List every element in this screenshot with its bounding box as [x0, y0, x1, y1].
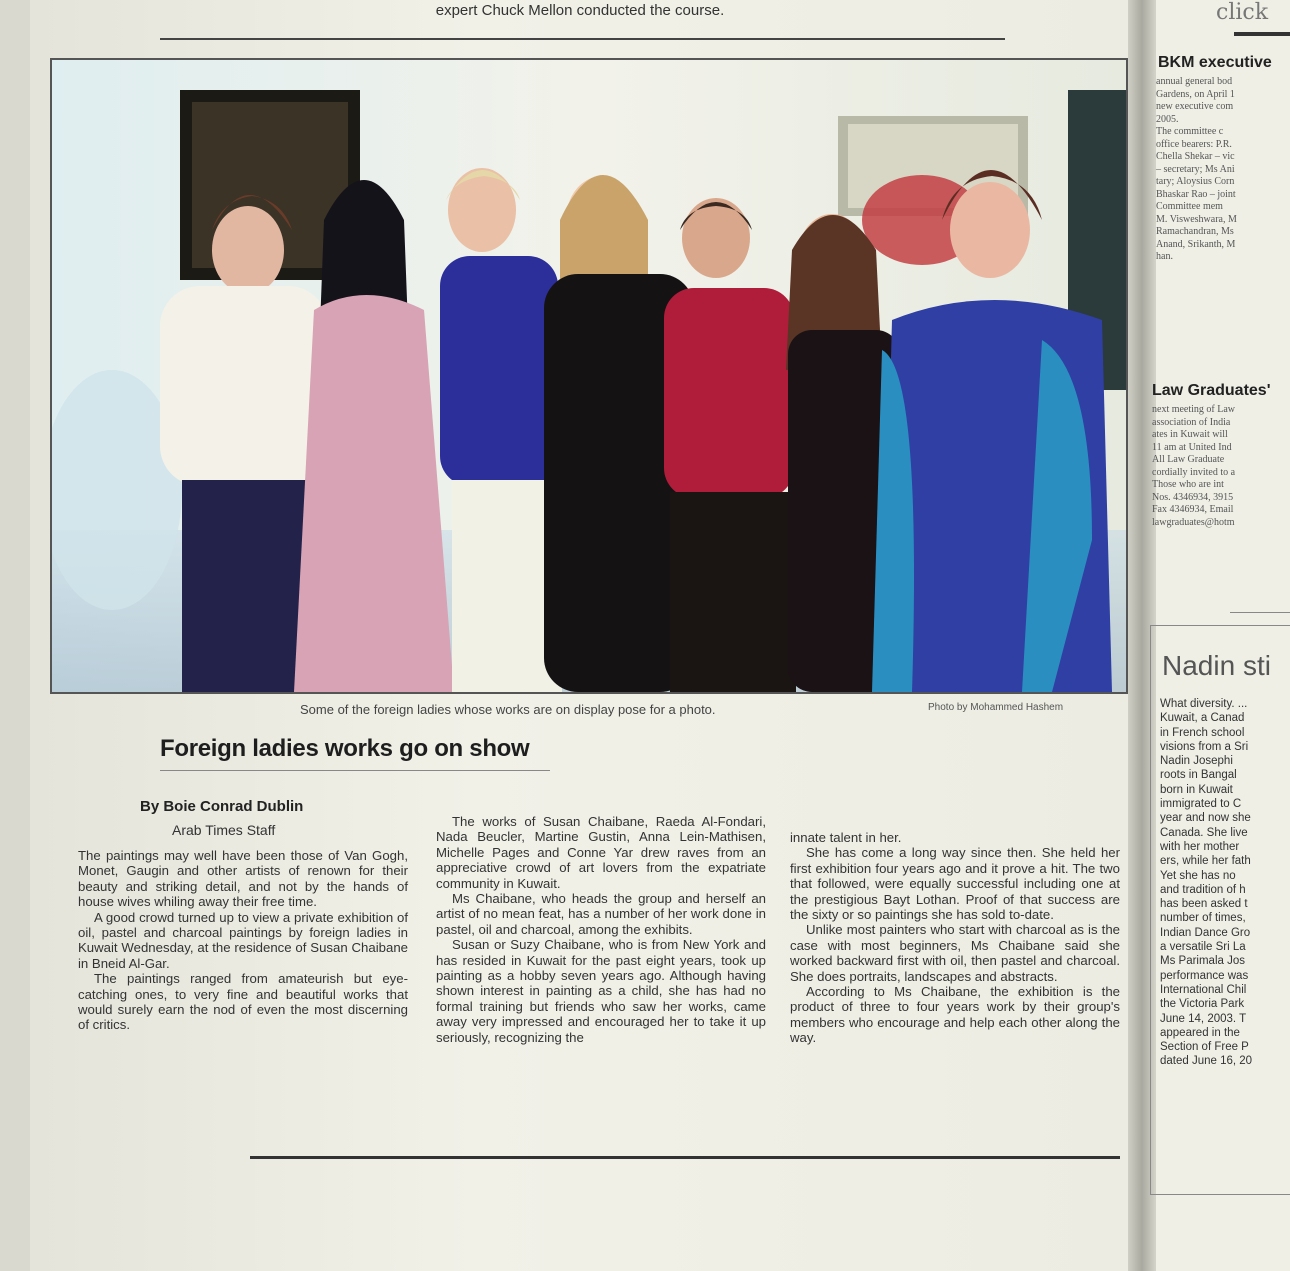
text-line: dated June 16, 20: [1160, 1055, 1253, 1068]
text-line: annual general bod: [1156, 76, 1233, 87]
group-photo: [50, 58, 1128, 694]
paragraph: She has come a long way since then. She held her first exhibition four years ago and it prove a hit. The two that followed, were equally successful including one at the prestigious Bayt Lothan. Proof of that success are the sixty or so paintings she has sold to-date.: [790, 845, 1120, 923]
text-line: with her mother: [1160, 840, 1240, 853]
text-line: has been asked t: [1160, 898, 1248, 911]
text-line: number of times,: [1160, 912, 1246, 925]
paragraph: The works of Susan Chaibane, Raeda Al-Fondari, Nada Beucler, Martine Gustin, Anna Lein-Mathisen, Michelle Pages and Conne Yar drew raves from an appreciative crowd of art lovers from the expatriate community in Kuwait.: [436, 814, 766, 891]
text-line: What diversity. ...: [1160, 698, 1248, 710]
paragraph: Ms Chaibane, who heads the group and herself an artist of no mean feat, has a number of her work done in pastel, oil and charcoal, among the exhibits.: [436, 891, 766, 937]
text-line: next meeting of Law: [1152, 404, 1236, 415]
text-line: Ramachandran, Ms: [1156, 226, 1234, 237]
text-line: the Victoria Park: [1160, 998, 1245, 1011]
text-line: Kuwait, a Canad: [1160, 712, 1245, 725]
nadin-heading: Nadin sti: [1162, 650, 1271, 681]
text-line: association of India: [1152, 416, 1231, 428]
headline-rule: [160, 770, 550, 771]
previous-article-caption: expert Chuck Mellon conducted the course.: [435, 2, 725, 19]
article-column-3: [790, 830, 1120, 1046]
text-line: June 14, 2003. T: [1160, 1012, 1247, 1025]
text-line: born in Kuwait: [1160, 783, 1233, 796]
text-line: Those who are int: [1152, 479, 1224, 490]
text-line: 2005.: [1156, 113, 1179, 125]
text-line: – secretary; Ms Ani: [1156, 163, 1235, 175]
group-photo-illustration: [52, 60, 1126, 692]
text-line: visions from a Sri: [1160, 740, 1249, 753]
text-line: han.: [1156, 251, 1173, 262]
divider: [160, 38, 1005, 40]
article-column-1: [78, 848, 408, 1033]
text-line: Anand, Srikanth, M: [1156, 238, 1236, 250]
paragraph: The paintings may well have been those of Van Gogh, Monet, Gaugin and other artists of renown for their beauty and striking detail, and not by the hands of house wives whiling away their free time.: [78, 848, 408, 910]
paragraph: Susan or Suzy Chaibane, who is from New York and has resided in Kuwait for the past eight years, took up painting as a hobby seven years ago. Although having shown interest in painting as a child, she has had no formal training but friends who saw her works, came away very impressed and encouraged her to take it up seriously, recognizing the: [436, 937, 766, 1045]
article-byline: By Boie Conrad Dublin: [140, 798, 304, 815]
law-graduates-text: [1152, 404, 1290, 529]
paragraph: According to Ms Chaibane, the exhibition is the product of three to four years work by their group's members who encourage and help each other along the way.: [790, 984, 1120, 1046]
paragraph: Unlike most painters who start with charcoal as is the case with most beginners, Ms Chaibane said she worked backward first with oil, then pastel and charcoal. She does portraits, landscapes and abstracts.: [790, 922, 1120, 984]
text-line: a versatile Sri La: [1160, 941, 1246, 954]
text-line: Indian Dance Gro: [1160, 926, 1251, 939]
text-line: office bearers: P.R.: [1156, 138, 1232, 150]
text-line: 11 am at United Ind: [1152, 441, 1232, 453]
text-line: Gardens, on April 1: [1156, 88, 1235, 100]
paragraph: The paintings ranged from amateurish but eye-catching ones, to very fine and beautiful works that would surely earn the nod of even the most discerning of critics.: [78, 971, 408, 1033]
article-headline: Foreign ladies works go on show: [160, 735, 530, 762]
text-line: Section of Free P: [1160, 1041, 1249, 1054]
text-line: new executive com: [1156, 101, 1234, 112]
text-line: in French school: [1160, 726, 1245, 739]
text-line: year and now she: [1160, 812, 1251, 825]
click-label: click: [1216, 0, 1269, 25]
text-line: immigrated to C: [1160, 798, 1242, 811]
text-line: Canada. She live: [1160, 826, 1248, 839]
text-line: All Law Graduate: [1152, 454, 1225, 465]
divider: [1230, 612, 1290, 613]
photo-caption: Some of the foreign ladies whose works are on display pose for a photo.: [300, 702, 716, 717]
text-line: roots in Bangal: [1160, 769, 1237, 782]
text-line: Ms Parimala Jos: [1160, 955, 1245, 968]
text-line: Yet she has no: [1160, 869, 1236, 882]
article-column-2: [436, 814, 766, 1045]
text-line: Nadin Josephi: [1160, 755, 1233, 768]
text-line: Committee mem: [1156, 201, 1223, 212]
text-line: performance was: [1160, 969, 1249, 982]
nadin-text: [1160, 697, 1290, 1069]
text-line: ers, while her fath: [1160, 855, 1251, 868]
text-line: tary; Aloysius Corn: [1156, 176, 1235, 187]
bottom-rule: [250, 1156, 1120, 1159]
text-line: appeared in the: [1160, 1026, 1240, 1039]
text-line: Bhaskar Rao – joint: [1156, 188, 1236, 200]
text-line: cordially invited to a: [1152, 466, 1236, 478]
text-line: lawgraduates@hotm: [1152, 516, 1235, 528]
paragraph: A good crowd turned up to view a private exhibition of oil, pastel and charcoal paintings by foreign ladies in Kuwait Wednesday, at the residence of Susan Chaibane in Bneid Al-Gar.: [78, 909, 408, 971]
article-staff-line: Arab Times Staff: [172, 822, 276, 838]
text-line: and tradition of h: [1160, 883, 1246, 896]
text-line: Nos. 4346934, 3915: [1152, 491, 1234, 503]
bkm-heading: BKM executive: [1158, 54, 1272, 71]
bkm-text: [1156, 76, 1290, 264]
text-line: ates in Kuwait will: [1152, 429, 1228, 440]
section-bar: [1234, 32, 1290, 36]
text-line: M. Visweshwara, M: [1156, 213, 1237, 225]
text-line: Fax 4346934, Email: [1152, 504, 1234, 515]
photo-credit: Photo by Mohammed Hashem: [928, 702, 1064, 713]
text-line: The committee c: [1156, 126, 1224, 137]
text-line: International Chil: [1160, 983, 1247, 996]
law-graduates-heading: Law Graduates': [1152, 382, 1271, 399]
text-line: Chella Shekar – vic: [1156, 151, 1235, 162]
paragraph: innate talent in her.: [790, 830, 902, 845]
